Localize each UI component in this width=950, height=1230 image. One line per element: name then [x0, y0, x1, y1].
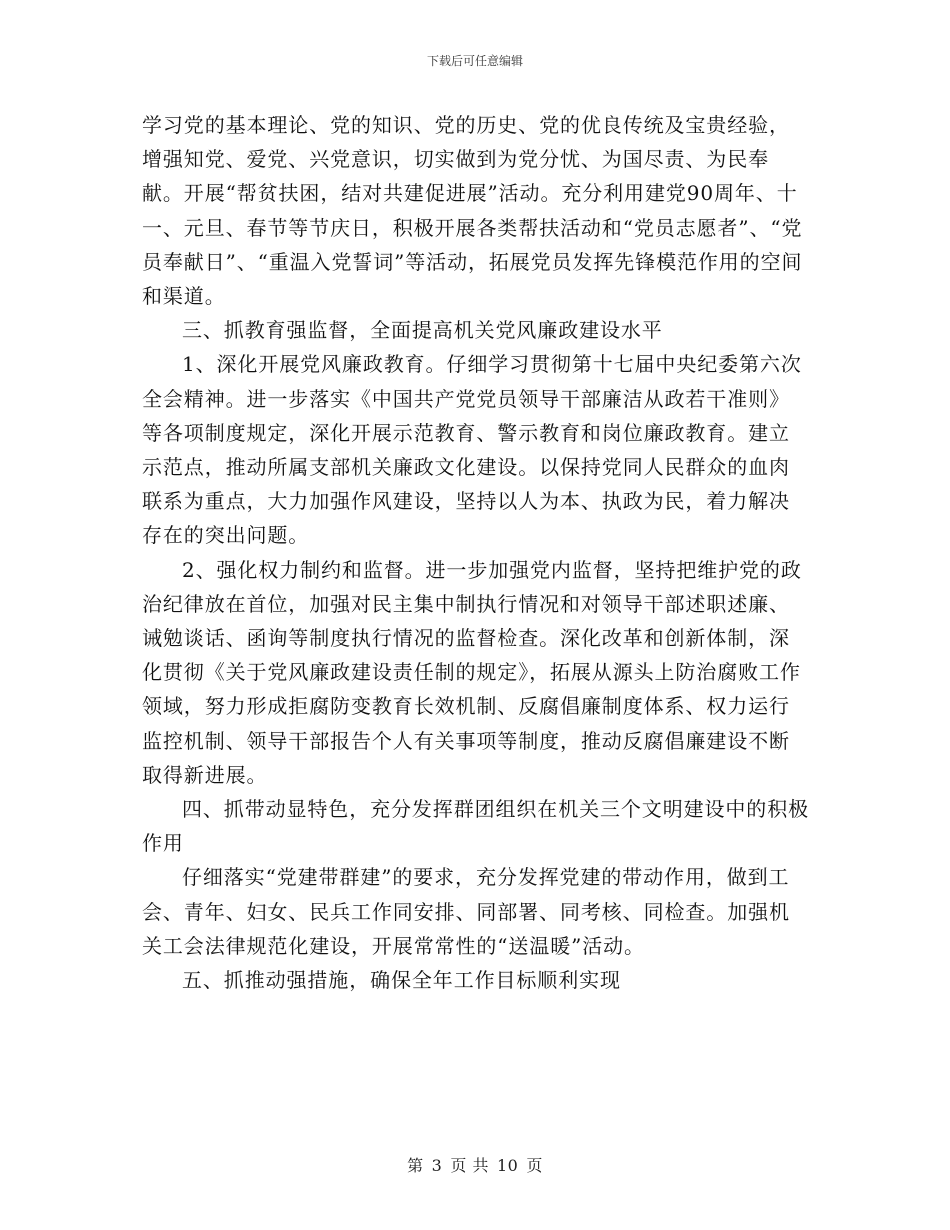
page-number: 3: [431, 1156, 443, 1175]
footer-prefix: 第: [407, 1156, 424, 1175]
paragraph-mass-organizations: 仔细落实“党建带群建”的要求，充分发挥党建的带动作用，做到工会、青年、妇女、民兵工作同安排、同部署、同考核、同检查。加强机关工会法律规范化建设，开展常常性的“送温暖”活动。: [142, 865, 790, 958]
paragraph-party-conduct-education: 1、深化开展党风廉政教育。仔细学习贯彻第十七届中央纪委第六次全会精神。进一步落实《中国共产党党员领导干部廉洁从政若干准则》等各项制度规定，深化开展示范教育、警示教育和岗位廉政教育。建立示范点，推动所属支部机关廉政文化建设。以保持党同人民群众的血肉联系为重点，大力加强作风建设，坚持以人为本、执政为民，着力解决存在的突出问题。: [142, 352, 802, 548]
total-pages: 10: [496, 1156, 519, 1175]
page-header: 下载后可任意编辑: [426, 54, 523, 68]
page-footer: [0, 1155, 950, 1177]
paragraph-power-supervision: 2、强化权力制约和监督。进一步加强党内监督，坚持把维护党的政治纪律放在首位，加强对民主集中制执行情况和对领导干部述职述廉、诫勉谈话、函询等制度执行情况的监督检查。深化改革和创新体制，深化贯彻《关于党风廉政建设责任制的规定》，拓展从源头上防治腐败工作领域，努力形成拒腐防变教育长效机制、反腐倡廉制度体系、权力运行监控机制、领导干部报告个人有关事项等制度，推动反腐倡廉建设不断取得新进展。: [142, 557, 802, 787]
footer-middle: 页 共: [450, 1156, 489, 1175]
section-heading-5: 五、抓推动强措施，确保全年工作目标顺利实现: [182, 968, 621, 993]
paragraph-continuation: 学习党的基本理论、党的知识、党的历史、党的优良传统及宝贵经验，增强知党、爱党、兴党意识，切实做到为党分忧、为国尽责、为民奉献。开展“帮贫扶困，结对共建促进展”活动。充分利用建党90周年、十一、元旦、春节等节庆日，积极开展各类帮扶活动和“党员志愿者”、“党员奉献日”、“重温入党誓词”等活动，拓展党员发挥先锋模范作用的空间和渠道。: [142, 113, 803, 309]
footer-suffix: 页: [526, 1156, 543, 1175]
document-body: [142, 108, 810, 997]
section-heading-3: 三、抓教育强监督，全面提高机关党风廉政建设水平: [182, 318, 663, 343]
section-heading-4: 四、抓带动显特色，充分发挥群团组织在机关三个文明建设中的积极作用: [142, 797, 809, 856]
